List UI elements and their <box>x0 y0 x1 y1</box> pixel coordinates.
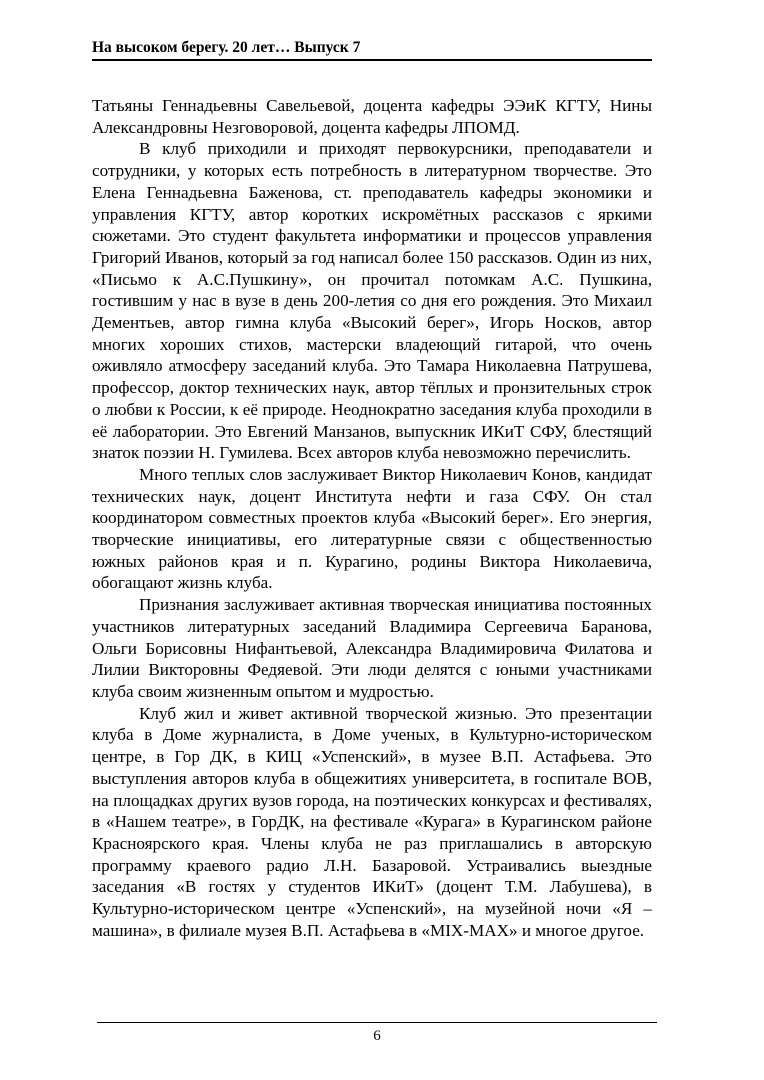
paragraph-4: Признания заслуживает активная творческая инициатива постоянных участников литературных заседаний Владимира Сергеевича Баранова, Ольги Борисовны Нифантьевой, Александра Владимировича Филатова и Лилии Викторовны Федяевой. Эти люди делятся с юными участниками клуба своим жизненным опытом и мудростью. <box>92 595 652 701</box>
main-text <box>92 95 652 941</box>
running-header: На высоком берегу. 20 лет… Выпуск 7 <box>92 39 361 56</box>
footer-divider <box>97 1022 657 1023</box>
paragraph-2: В клуб приходили и приходят первокурсники, преподаватели и сотрудники, у которых есть потребность в литературном творчестве. Это Елена Геннадьевна Баженова, ст. преподаватель кафедры экономики и управления КГТУ, автор коротких искромётных рассказов с яркими сюжетами. Это студент факультета информатики и процессов управления Григорий Иванов, который за год написал более 150 рассказов. Один из них, «Письмо к А.С.Пушкину», он прочитал потомкам А.С. Пушкина, гостившим у нас в вузе в день 200-летия со дня его рождения. Это Михаил Дементьев, автор гимна клуба «Высокий берег», Игорь Носков, автор многих хороших стихов, мастерски владеющий гитарой, что очень оживляло атмосферу заседаний клуба. Это Тамара Николаевна Патрушева, профессор, доктор технических наук, автор тёплых и пронзительных строк о любви к России, к её природе. Неоднократно заседания клуба проходили в её лаборатории. Это Евгений Манзанов, выпускник ИКиТ СФУ, блестящий знаток поэзии Н. Гумилева. Всех авторов клуба невозможно перечислить. <box>92 139 652 463</box>
header-divider <box>92 59 652 61</box>
paragraph-5: Клуб жил и живет активной творческой жизнью. Это презентации клуба в Доме журналиста, в Доме ученых, в Культурно-историческом центре, в Гор ДК, в КИЦ «Успенский», в музее В.П. Астафьева. Это выступления авторов клуба в общежитиях университета, в госпитале ВОВ, на площадках других вузов города, на поэтических конкурсах и фестивалях, в «Нашем театре», в ГорДК, на фестивале «Курага» в Курагинском районе Красноярского края. Члены клуба не раз приглашались в авторскую программу краевого радио Л.Н. Базаровой. Устраивались выездные заседания «В гостях у студентов ИКиТ» (доцент Т.М. Лабушева), в Культурно-историческом центре «Успенский», на музейной ночи «Я – машина», в филиале музея В.П. Астафьева в «MIX-MAX» и многое другое. <box>92 703 652 940</box>
page-number: 6 <box>373 1028 381 1044</box>
paragraph-3: Много теплых слов заслуживает Виктор Николаевич Конов, кандидат технических наук, доцент Института нефти и газа СФУ. Он стал координатором совместных проектов клуба «Высокий берег». Его энергия, творческие инициативы, его литературные связи с общественностью южных районов края и п. Курагино, родины Виктора Николаевича, обогащают жизнь клуба. <box>92 464 652 593</box>
paragraph-1: Татьяны Геннадьевны Савельевой, доцента кафедры ЭЭиК КГТУ, Нины Александровны Незговоровой, доцента кафедры ЛПОМД. <box>92 96 652 137</box>
